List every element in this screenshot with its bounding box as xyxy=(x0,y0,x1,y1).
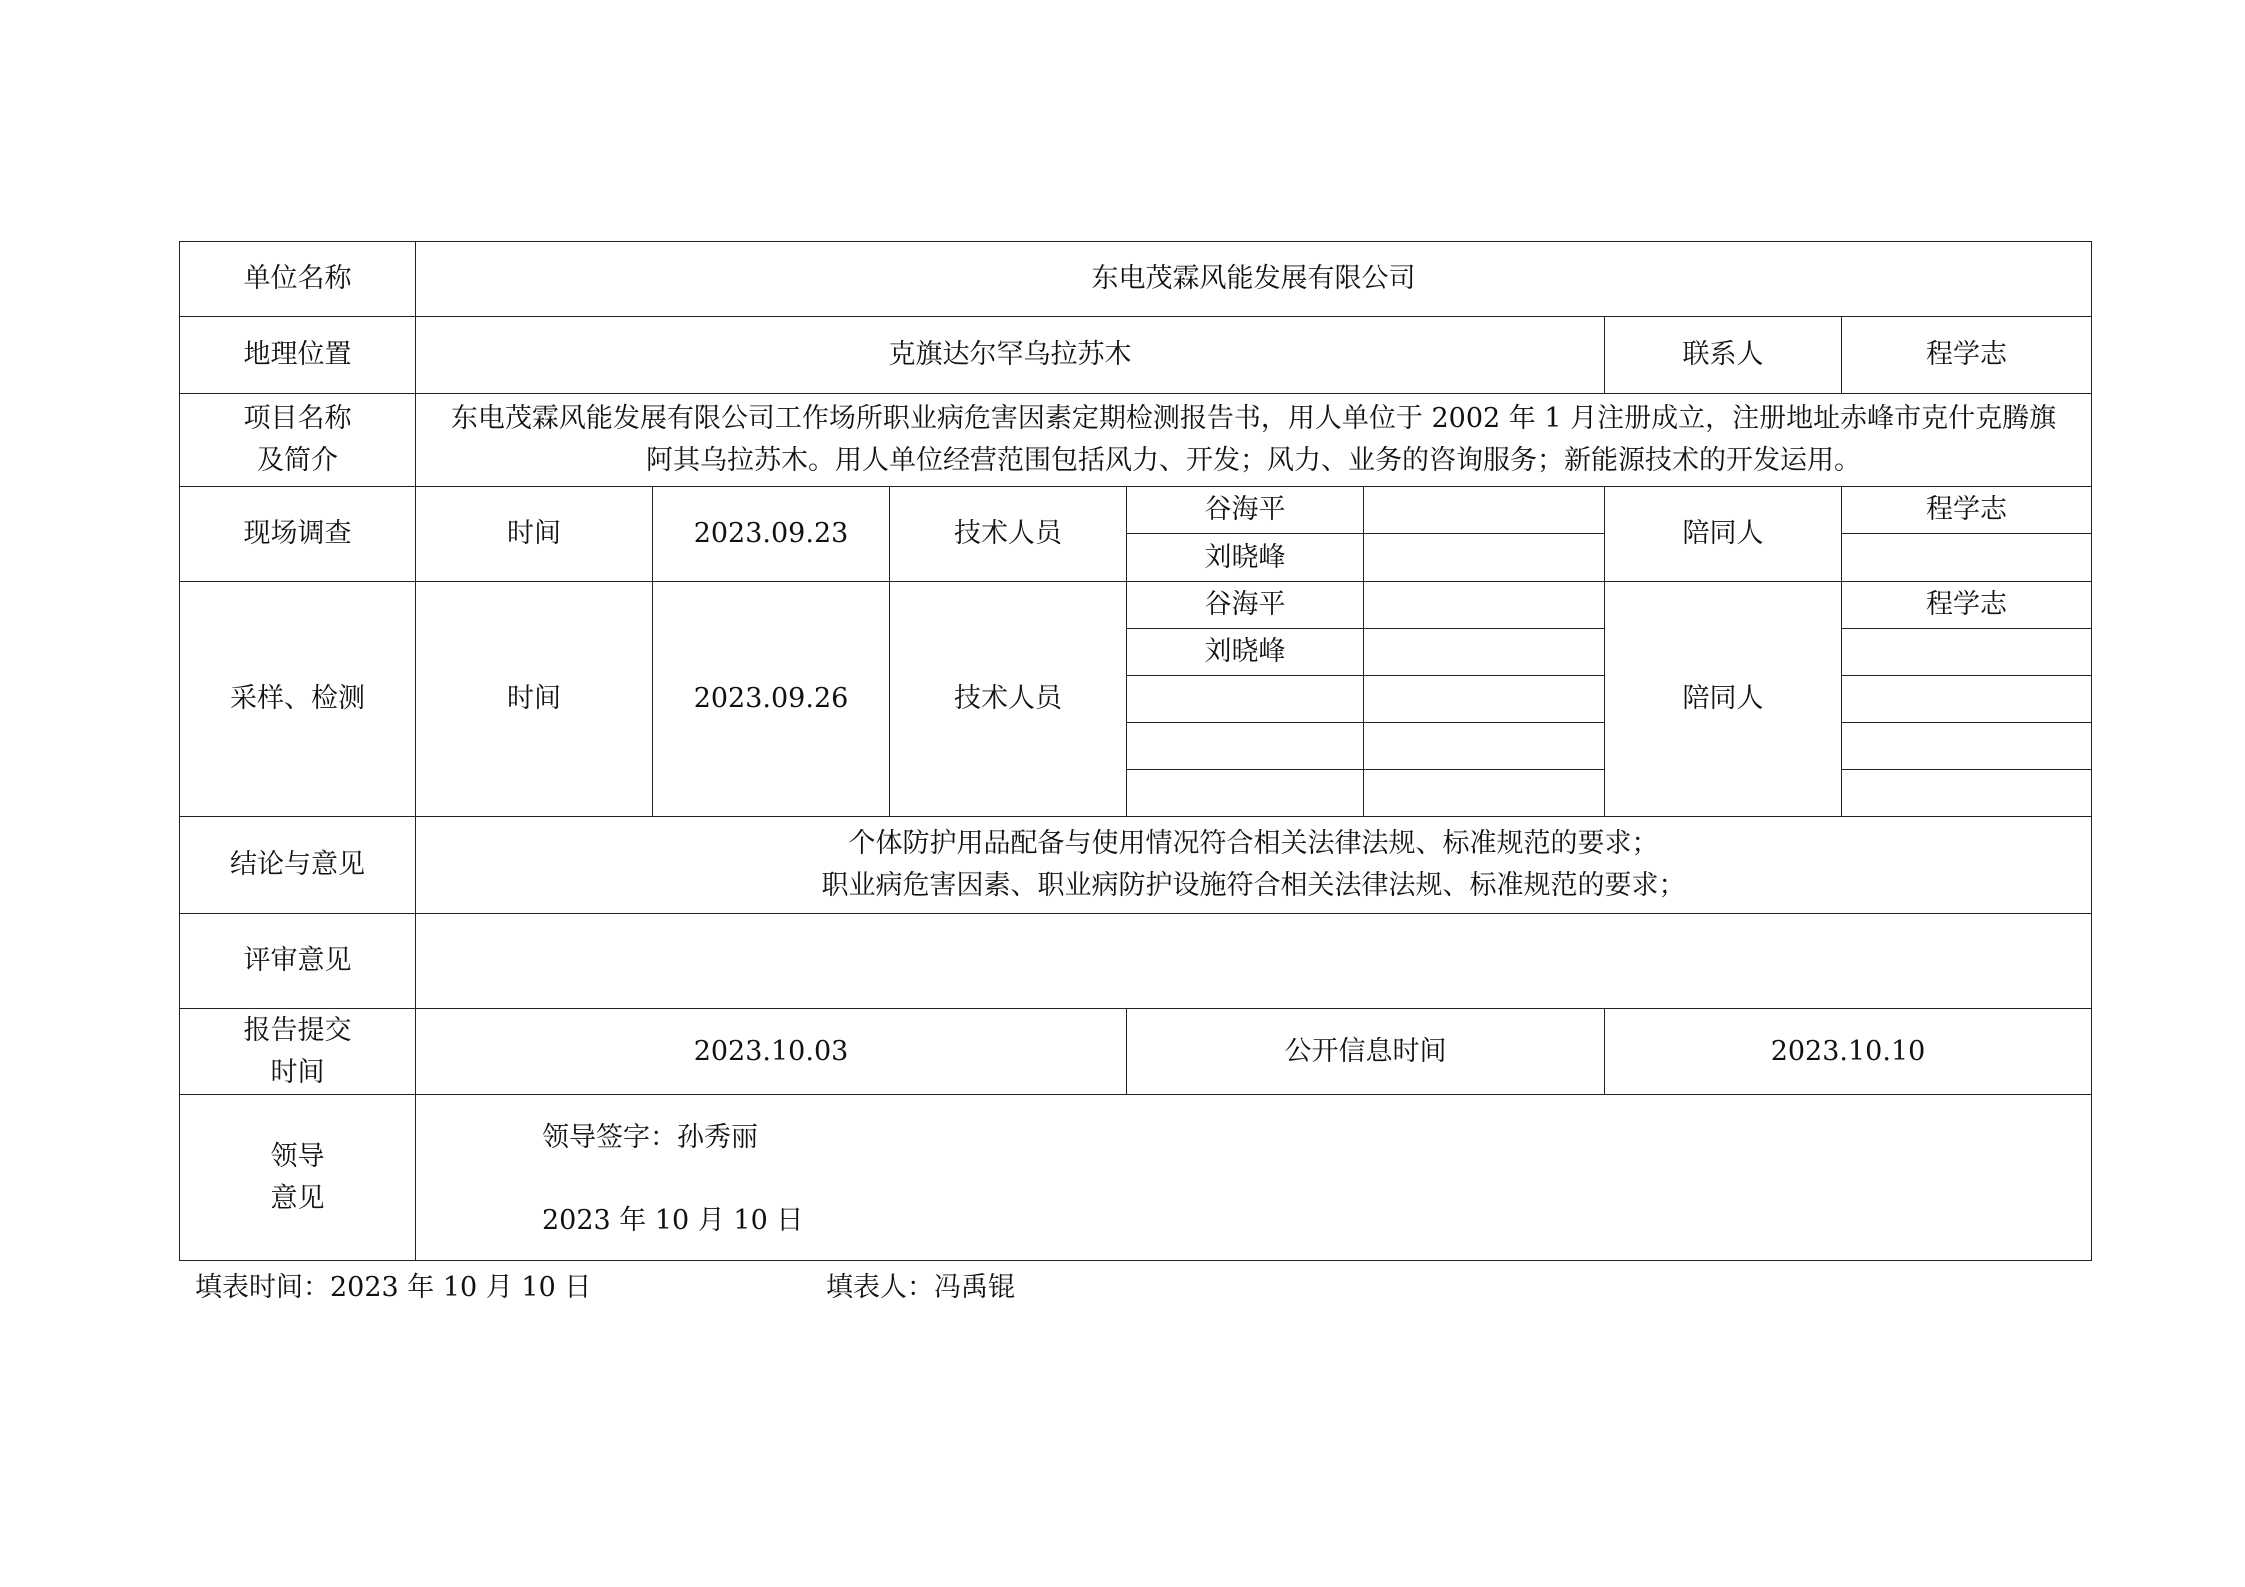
sampling-tech-1: 谷海平 xyxy=(1126,581,1364,629)
public-info-date: 2023.10.10 xyxy=(1604,1008,2092,1095)
sampling-label: 采样、检测 xyxy=(179,581,416,817)
site-survey-time-label: 时间 xyxy=(415,486,653,582)
project-label-line2: 及简介 xyxy=(257,445,338,476)
report-submit-date: 2023.10.03 xyxy=(415,1008,1127,1095)
sampling-companion-5 xyxy=(1841,769,2092,817)
project-label xyxy=(179,393,416,487)
report-submit-label-line2: 时间 xyxy=(270,1056,325,1088)
conclusion-line2: 职业病危害因素、职业病防护设施符合相关法律法规、标准规范的要求； xyxy=(821,870,1686,901)
contact-label: 联系人 xyxy=(1604,316,1842,394)
sampling-companion-1: 程学志 xyxy=(1841,581,2092,629)
sampling-tech-3-extra xyxy=(1363,675,1605,723)
unit-name-value: 东电茂霖风能发展有限公司 xyxy=(415,241,2092,317)
leader-signature: 领导签字：孙秀丽 xyxy=(542,1122,758,1153)
review-label: 评审意见 xyxy=(179,913,416,1009)
project-brief-line2: 阿其乌拉苏木。用人单位经营范围包括风力、开发；风力、业务的咨询服务；新能源技术的开发运用。 xyxy=(646,445,1861,476)
site-survey-tech-1: 谷海平 xyxy=(1126,486,1364,534)
review-value xyxy=(415,913,2092,1009)
site-survey-companion-1: 程学志 xyxy=(1841,486,2092,534)
sampling-tech-3 xyxy=(1126,675,1364,723)
sampling-tech-4-extra xyxy=(1363,722,1605,770)
leader-opinion-cell xyxy=(415,1094,2092,1261)
conclusion-label: 结论与意见 xyxy=(179,816,416,914)
sampling-tech-4 xyxy=(1126,722,1364,770)
leader-opinion-label-line2: 意见 xyxy=(270,1182,325,1214)
sampling-companion-4 xyxy=(1841,722,2092,770)
site-survey-tech-2: 刘晓峰 xyxy=(1126,533,1364,582)
sampling-companion-3 xyxy=(1841,675,2092,723)
sampling-tech-2: 刘晓峰 xyxy=(1126,628,1364,676)
site-survey-companion-2 xyxy=(1841,533,2092,582)
site-survey-date: 2023.09.23 xyxy=(652,486,890,582)
leader-opinion-label-line1: 领导 xyxy=(270,1140,325,1172)
filler-name: 填表人：冯禹锟 xyxy=(826,1272,1015,1303)
report-form-table xyxy=(179,241,2092,1261)
site-survey-tech-label: 技术人员 xyxy=(889,486,1127,582)
conclusion-value xyxy=(415,816,2092,914)
location-value: 克旗达尔罕乌拉苏木 xyxy=(415,316,1605,394)
public-info-time-label: 公开信息时间 xyxy=(1126,1008,1605,1095)
leader-opinion-label xyxy=(179,1094,416,1261)
project-label-line1: 项目名称 xyxy=(243,403,352,434)
sampling-tech-label: 技术人员 xyxy=(889,581,1127,817)
site-survey-tech-1-extra xyxy=(1363,486,1605,534)
site-survey-companion-label: 陪同人 xyxy=(1604,486,1842,582)
leader-date: 2023 年 10 月 10 日 xyxy=(542,1205,804,1236)
sampling-tech-5 xyxy=(1126,769,1364,817)
site-survey-label: 现场调查 xyxy=(179,486,416,582)
sampling-tech-5-extra xyxy=(1363,769,1605,817)
location-label: 地理位置 xyxy=(179,316,416,394)
project-brief-line1: 东电茂霖风能发展有限公司工作场所职业病危害因素定期检测报告书，用人单位于 2002 年 1 月注册成立，注册地址赤峰市克什克腾旗 xyxy=(450,403,2057,434)
report-submit-label-line1: 报告提交 xyxy=(243,1014,352,1046)
report-submit-label xyxy=(179,1008,416,1095)
conclusion-line1: 个体防护用品配备与使用情况符合相关法律法规、标准规范的要求； xyxy=(848,828,1659,859)
unit-name-label: 单位名称 xyxy=(179,241,416,317)
sampling-tech-1-extra xyxy=(1363,581,1605,629)
sampling-companion-label: 陪同人 xyxy=(1604,581,1842,817)
site-survey-tech-2-extra xyxy=(1363,533,1605,582)
sampling-time-label: 时间 xyxy=(415,581,653,817)
contact-value: 程学志 xyxy=(1841,316,2092,394)
fill-time: 填表时间：2023 年 10 月 10 日 xyxy=(195,1272,592,1303)
sampling-tech-2-extra xyxy=(1363,628,1605,676)
sampling-date: 2023.09.26 xyxy=(652,581,890,817)
project-brief xyxy=(415,393,2092,487)
sampling-companion-2 xyxy=(1841,628,2092,676)
